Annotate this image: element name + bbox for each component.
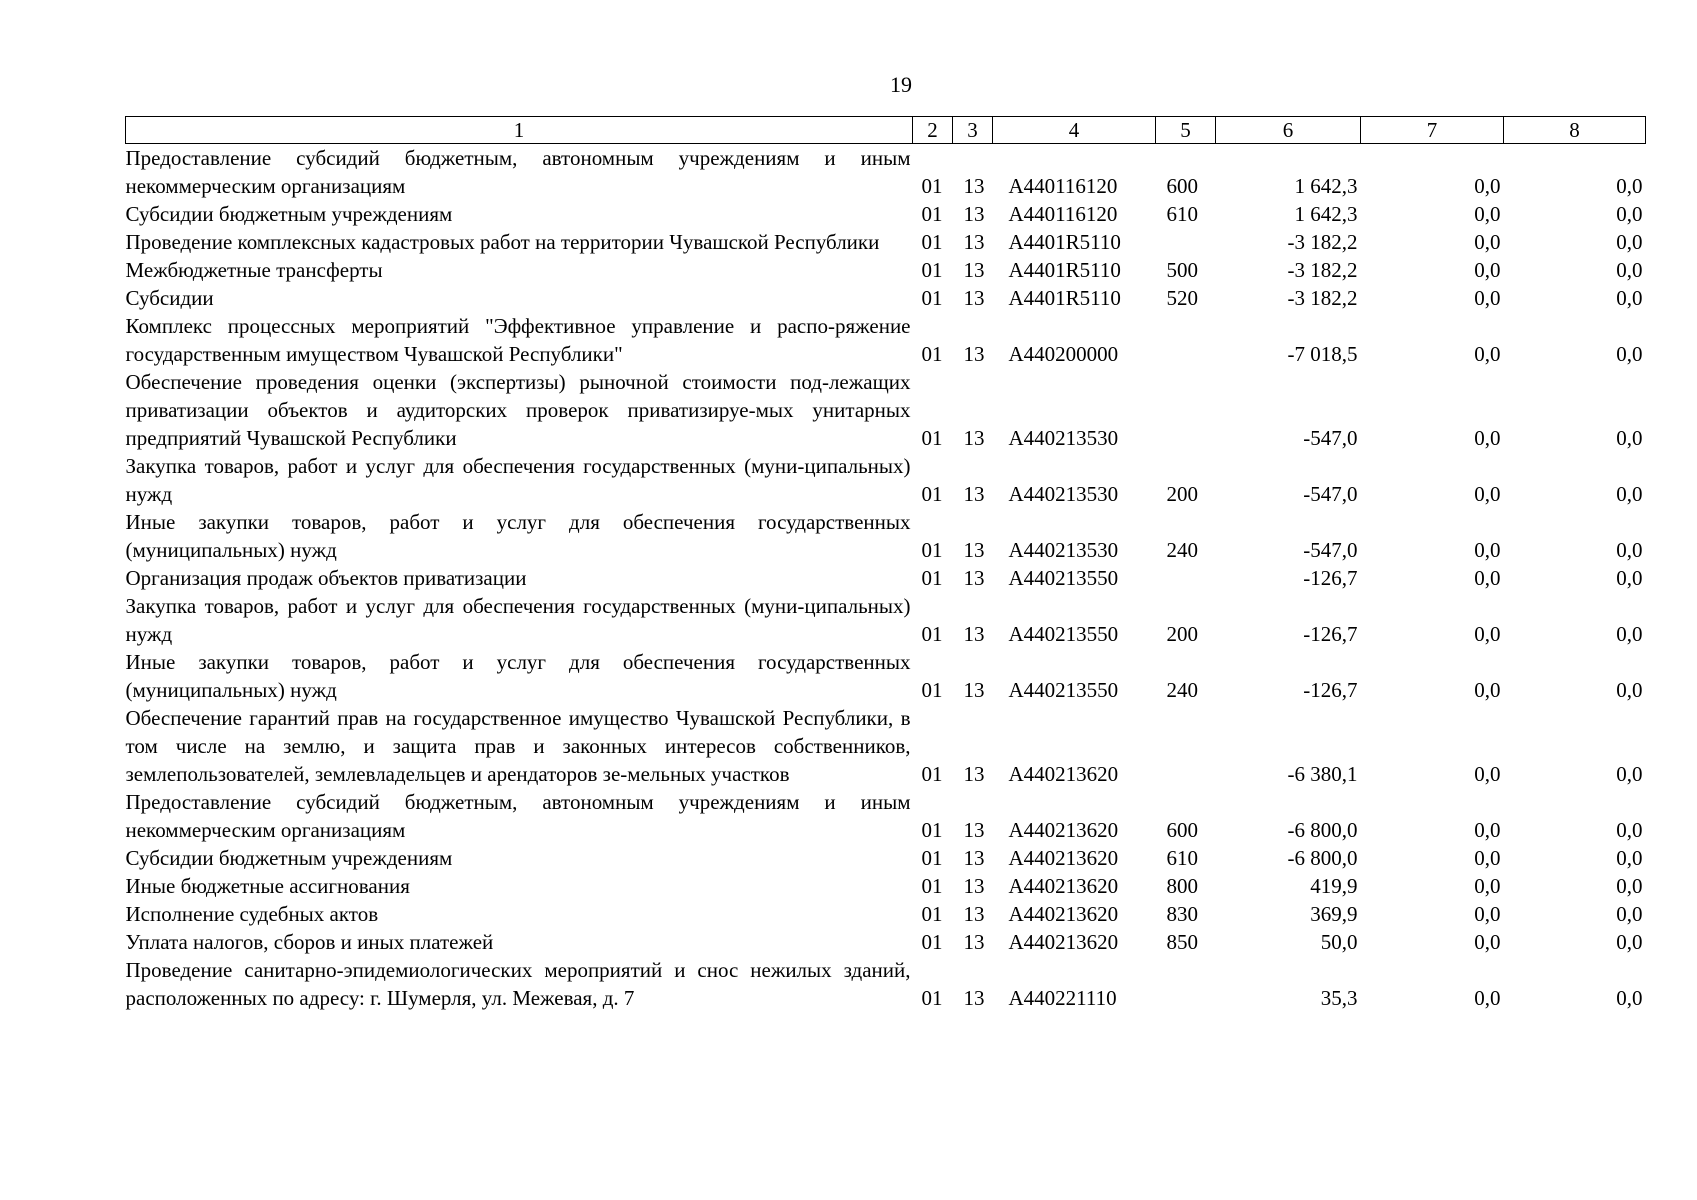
section-cell: 01 <box>921 622 943 646</box>
row-name-cell: Субсидии бюджетным учреждениям <box>125 846 453 870</box>
amount-col-7-cell: 0,0 <box>1474 678 1501 702</box>
target-code-cell: A440213620 <box>1008 902 1119 926</box>
section-cell: 01 <box>921 426 943 450</box>
table-row <box>126 144 1646 201</box>
amount-col-6-cell: -6 800,0 <box>1287 818 1358 842</box>
subsection-cell: 13 <box>963 678 985 702</box>
table-row <box>126 956 1646 1012</box>
subsection-cell: 13 <box>963 846 985 870</box>
subsection-cell: 13 <box>963 174 985 198</box>
row-name-cell: Субсидии бюджетным учреждениям <box>125 202 453 226</box>
subsection-cell: 13 <box>963 818 985 842</box>
expense-type-cell <box>1156 228 1216 256</box>
section-cell: 01 <box>921 678 943 702</box>
section-cell: 01 <box>921 230 943 254</box>
table-row <box>126 256 1646 284</box>
table-row <box>126 228 1646 256</box>
amount-col-8-cell: 0,0 <box>1616 818 1643 842</box>
row-name-cell: Предоставление субсидий бюджетным, автономным учреждениям и иным некоммерческим организациям <box>125 790 911 842</box>
expense-type-cell <box>1156 956 1216 1012</box>
target-code-cell: A4401R5110 <box>1008 286 1121 310</box>
amount-col-7-cell: 0,0 <box>1474 762 1501 786</box>
amount-col-8-cell: 0,0 <box>1616 342 1643 366</box>
expense-type-cell <box>1156 368 1216 452</box>
subsection-cell: 13 <box>963 202 985 226</box>
target-code-cell: A440213530 <box>1008 426 1119 450</box>
page-number: 19 <box>890 72 912 97</box>
amount-col-7-cell: 0,0 <box>1474 342 1501 366</box>
amount-col-6-cell: -547,0 <box>1303 482 1358 506</box>
subsection-cell: 13 <box>963 622 985 646</box>
target-code-cell: A4401R5110 <box>1008 230 1121 254</box>
amount-col-7-cell: 0,0 <box>1474 174 1501 198</box>
header-col-6: 6 <box>1216 117 1361 144</box>
section-cell: 01 <box>921 286 943 310</box>
amount-col-6-cell: -7 018,5 <box>1287 342 1358 366</box>
amount-col-6-cell: 50,0 <box>1320 930 1358 954</box>
expense-type-cell: 600 <box>1166 174 1198 198</box>
subsection-cell: 13 <box>963 286 985 310</box>
subsection-cell: 13 <box>963 874 985 898</box>
table-row <box>126 312 1646 368</box>
row-name-cell: Уплата налогов, сборов и иных платежей <box>125 930 494 954</box>
target-code-cell: A440213620 <box>1008 818 1119 842</box>
amount-col-8-cell: 0,0 <box>1616 566 1643 590</box>
amount-col-6-cell: -547,0 <box>1303 426 1358 450</box>
amount-col-8-cell: 0,0 <box>1616 230 1643 254</box>
amount-col-8-cell: 0,0 <box>1616 930 1643 954</box>
amount-col-8-cell: 0,0 <box>1616 538 1643 562</box>
section-cell: 01 <box>921 538 943 562</box>
table-row <box>126 788 1646 844</box>
amount-col-8-cell: 0,0 <box>1616 874 1643 898</box>
expense-type-cell: 610 <box>1166 846 1198 870</box>
amount-col-8-cell: 0,0 <box>1616 286 1643 310</box>
header-col-2: 2 <box>913 117 953 144</box>
section-cell: 01 <box>921 762 943 786</box>
header-col-4: 4 <box>993 117 1156 144</box>
amount-col-6-cell: 1 642,3 <box>1294 174 1358 198</box>
section-cell: 01 <box>921 342 943 366</box>
amount-col-8-cell: 0,0 <box>1616 986 1643 1010</box>
subsection-cell: 13 <box>963 342 985 366</box>
amount-col-7-cell: 0,0 <box>1474 258 1501 282</box>
amount-col-6-cell: 369,9 <box>1310 902 1358 926</box>
header-col-8: 8 <box>1504 117 1646 144</box>
section-cell: 01 <box>921 818 943 842</box>
target-code-cell: A440200000 <box>1008 342 1119 366</box>
amount-col-7-cell: 0,0 <box>1474 482 1501 506</box>
table-row <box>126 844 1646 872</box>
row-name-cell: Иные бюджетные ассигнования <box>125 874 410 898</box>
row-name-cell: Иные закупки товаров, работ и услуг для обеспечения государственных (муниципальных) нужд <box>125 510 911 562</box>
expense-type-cell: 500 <box>1166 258 1198 282</box>
amount-col-8-cell: 0,0 <box>1616 846 1643 870</box>
amount-col-6-cell: -6 380,1 <box>1287 762 1358 786</box>
target-code-cell: A440213620 <box>1008 846 1119 870</box>
subsection-cell: 13 <box>963 762 985 786</box>
target-code-cell: A440213620 <box>1008 762 1119 786</box>
section-cell: 01 <box>921 986 943 1010</box>
target-code-cell: A440213530 <box>1008 538 1119 562</box>
amount-col-7-cell: 0,0 <box>1474 286 1501 310</box>
amount-col-8-cell: 0,0 <box>1616 174 1643 198</box>
subsection-cell: 13 <box>963 426 985 450</box>
amount-col-8-cell: 0,0 <box>1616 762 1643 786</box>
table-header-row <box>126 117 1646 144</box>
amount-col-8-cell: 0,0 <box>1616 902 1643 926</box>
expense-type-cell: 240 <box>1166 538 1198 562</box>
table-row <box>126 368 1646 452</box>
target-code-cell: A440116120 <box>1008 202 1118 226</box>
target-code-cell: A440213550 <box>1008 566 1119 590</box>
subsection-cell: 13 <box>963 930 985 954</box>
table-row <box>126 284 1646 312</box>
expense-type-cell: 240 <box>1166 678 1198 702</box>
target-code-cell: A440213530 <box>1008 482 1119 506</box>
amount-col-7-cell: 0,0 <box>1474 902 1501 926</box>
row-name-cell: Обеспечение гарантий прав на государственное имущество Чувашской Республики, в том числе на землю, и защита прав и законных интересов собственников, землепользователей, землевладельцев и арендаторов зе-мельных участков <box>125 706 911 786</box>
expense-type-cell: 200 <box>1166 482 1198 506</box>
amount-col-8-cell: 0,0 <box>1616 426 1643 450</box>
table-row <box>126 872 1646 900</box>
header-col-5: 5 <box>1156 117 1216 144</box>
target-code-cell: A440213550 <box>1008 622 1119 646</box>
target-code-cell: A440116120 <box>1008 174 1118 198</box>
amount-col-7-cell: 0,0 <box>1474 426 1501 450</box>
amount-col-7-cell: 0,0 <box>1474 846 1501 870</box>
amount-col-6-cell: 1 642,3 <box>1294 202 1358 226</box>
row-name-cell: Субсидии <box>125 286 214 310</box>
table-body <box>126 144 1646 1013</box>
table-row <box>126 200 1646 228</box>
expense-type-cell: 830 <box>1166 902 1198 926</box>
subsection-cell: 13 <box>963 986 985 1010</box>
subsection-cell: 13 <box>963 482 985 506</box>
subsection-cell: 13 <box>963 902 985 926</box>
row-name-cell: Закупка товаров, работ и услуг для обеспечения государственных (муни-ципальных) нужд <box>125 594 911 646</box>
row-name-cell: Проведение комплексных кадастровых работ на территории Чувашской Республики <box>125 230 880 254</box>
expense-type-cell: 850 <box>1166 930 1198 954</box>
amount-col-7-cell: 0,0 <box>1474 874 1501 898</box>
amount-col-7-cell: 0,0 <box>1474 538 1501 562</box>
section-cell: 01 <box>921 482 943 506</box>
amount-col-7-cell: 0,0 <box>1474 566 1501 590</box>
amount-col-7-cell: 0,0 <box>1474 230 1501 254</box>
expense-type-cell <box>1156 704 1216 788</box>
amount-col-6-cell: -3 182,2 <box>1287 286 1358 310</box>
row-name-cell: Комплекс процессных мероприятий "Эффективное управление и распо-ряжение государственным имуществом Чувашской Республики" <box>125 314 911 366</box>
expense-type-cell: 800 <box>1166 874 1198 898</box>
subsection-cell: 13 <box>963 230 985 254</box>
amount-col-6-cell: 419,9 <box>1310 874 1358 898</box>
expense-type-cell: 600 <box>1166 818 1198 842</box>
expense-type-cell <box>1156 312 1216 368</box>
target-code-cell: A440221110 <box>1008 986 1117 1010</box>
expense-type-cell <box>1156 564 1216 592</box>
target-code-cell: A440213620 <box>1008 874 1119 898</box>
amount-col-6-cell: -126,7 <box>1303 678 1358 702</box>
expense-type-cell: 200 <box>1166 622 1198 646</box>
amount-col-7-cell: 0,0 <box>1474 202 1501 226</box>
amount-col-8-cell: 0,0 <box>1616 258 1643 282</box>
amount-col-6-cell: 35,3 <box>1320 986 1358 1010</box>
target-code-cell: A4401R5110 <box>1008 258 1121 282</box>
table-row <box>126 508 1646 564</box>
row-name-cell: Обеспечение проведения оценки (экспертизы) рыночной стоимости под-лежащих приватизации объектов и аудиторских проверок приватизируе-мых унитарных предприятий Чувашской Республики <box>125 370 911 450</box>
amount-col-6-cell: -3 182,2 <box>1287 258 1358 282</box>
section-cell: 01 <box>921 902 943 926</box>
amount-col-6-cell: -6 800,0 <box>1287 846 1358 870</box>
table-row <box>126 648 1646 704</box>
amount-col-8-cell: 0,0 <box>1616 678 1643 702</box>
amount-col-7-cell: 0,0 <box>1474 622 1501 646</box>
amount-col-7-cell: 0,0 <box>1474 986 1501 1010</box>
row-name-cell: Закупка товаров, работ и услуг для обеспечения государственных (муни-ципальных) нужд <box>125 454 911 506</box>
amount-col-6-cell: -126,7 <box>1303 566 1358 590</box>
header-col-1: 1 <box>126 117 913 144</box>
table-row <box>126 564 1646 592</box>
expense-type-cell: 610 <box>1166 202 1198 226</box>
row-name-cell: Межбюджетные трансферты <box>125 258 383 282</box>
row-name-cell: Предоставление субсидий бюджетным, автономным учреждениям и иным некоммерческим организациям <box>125 146 911 198</box>
table-row <box>126 592 1646 648</box>
section-cell: 01 <box>921 874 943 898</box>
row-name-cell: Иные закупки товаров, работ и услуг для обеспечения государственных (муниципальных) нужд <box>125 650 911 702</box>
subsection-cell: 13 <box>963 566 985 590</box>
row-name-cell: Исполнение судебных актов <box>125 902 379 926</box>
amount-col-6-cell: -547,0 <box>1303 538 1358 562</box>
table-row <box>126 452 1646 508</box>
expense-type-cell: 520 <box>1166 286 1198 310</box>
target-code-cell: A440213550 <box>1008 678 1119 702</box>
amount-col-6-cell: -3 182,2 <box>1287 230 1358 254</box>
subsection-cell: 13 <box>963 538 985 562</box>
amount-col-6-cell: -126,7 <box>1303 622 1358 646</box>
section-cell: 01 <box>921 174 943 198</box>
section-cell: 01 <box>921 930 943 954</box>
subsection-cell: 13 <box>963 258 985 282</box>
header-col-3: 3 <box>953 117 993 144</box>
amount-col-7-cell: 0,0 <box>1474 930 1501 954</box>
amount-col-7-cell: 0,0 <box>1474 818 1501 842</box>
amount-col-8-cell: 0,0 <box>1616 482 1643 506</box>
header-col-7: 7 <box>1361 117 1504 144</box>
section-cell: 01 <box>921 846 943 870</box>
section-cell: 01 <box>921 566 943 590</box>
target-code-cell: A440213620 <box>1008 930 1119 954</box>
table-row <box>126 928 1646 956</box>
amount-col-8-cell: 0,0 <box>1616 202 1643 226</box>
table-row <box>126 704 1646 788</box>
row-name-cell: Проведение санитарно-эпидемиологических мероприятий и снос нежилых зданий, расположенных по адресу: г. Шумерля, ул. Межевая, д. 7 <box>125 958 911 1010</box>
amount-col-8-cell: 0,0 <box>1616 622 1643 646</box>
budget-table <box>125 116 1646 1012</box>
row-name-cell: Организация продаж объектов приватизации <box>125 566 527 590</box>
table-row <box>126 900 1646 928</box>
section-cell: 01 <box>921 202 943 226</box>
section-cell: 01 <box>921 258 943 282</box>
